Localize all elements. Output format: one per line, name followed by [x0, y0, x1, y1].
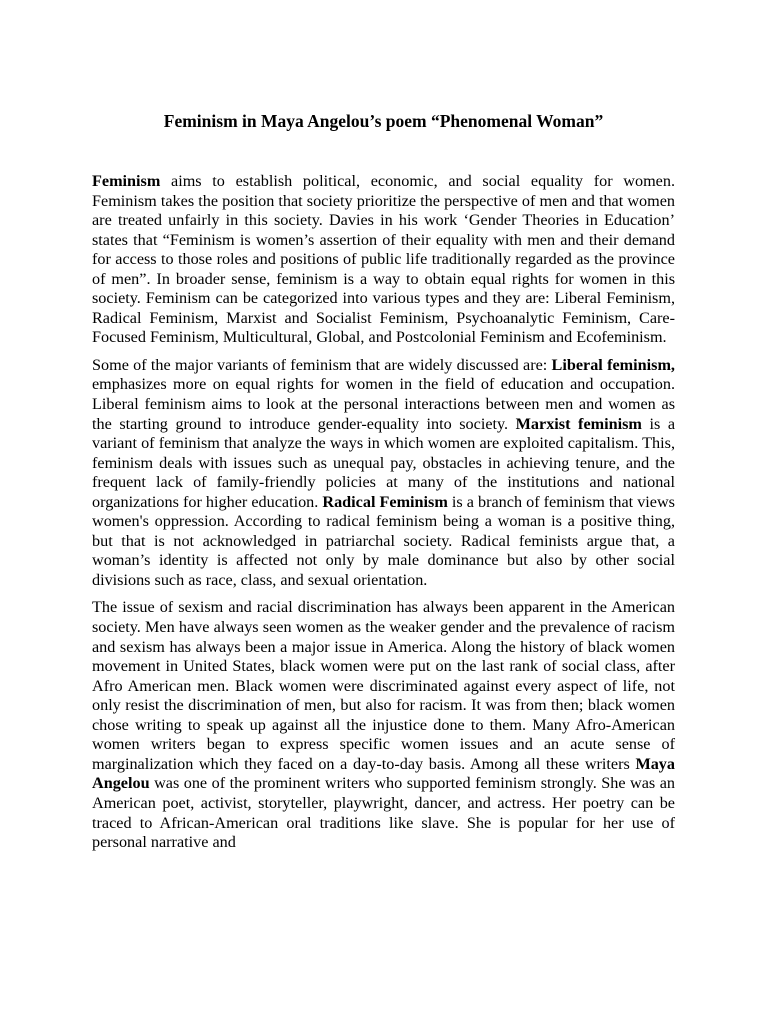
- term-radical-feminism: Radical Feminism: [322, 492, 448, 511]
- paragraph-text: was one of the prominent writers who supported feminism strongly. She was an American poet, activist, storyteller, playwright, dancer, and actress. Her poetry can be traced to African-American oral traditions like slave. She is popular for her use of personal narrative and: [92, 774, 675, 852]
- paragraph-text: is a branch of feminism that views women's oppression. According to radical feminism being a woman is a positive thing, but that is not acknowledged in patriarchal society. Radical feminists argue that, a woman’s identity is affected not only by male dominance but also by other social divisions such as race, class, and sexual orientation.: [92, 492, 675, 589]
- paragraph-text: emphasizes more on equal rights for women in the field of education and occupation. Liberal feminism aims to look at the personal interactions between men and women as the starting ground to introduce gender-equality into society.: [92, 375, 675, 433]
- paragraph-feminism-definition: [92, 172, 675, 348]
- paragraph-text: aims to establish political, economic, and social equality for women. Feminism takes the position that society prioritize the perspective of men and that women are treated unfairly in this society. Davies in his work ‘Gender Theories in Education’ states that “Feminism is women’s assertion of their equality with men and their demand for access to those roles and positions of public life traditionally regarded as the province of men”. In broader sense, feminism is a way to obtain equal rights for women in this society. Feminism can be categorized into various types and they are: Liberal Feminism, Radical Feminism, Marxist and Socialist Feminism, Psychoanalytic Feminism, Care-Focused Feminism, Multicultural, Global, and Postcolonial Feminism and Ecofeminism.: [92, 172, 675, 347]
- term-maya-angelou: Maya Angelou: [92, 754, 675, 793]
- document-page: [92, 110, 675, 861]
- paragraph-sexism-racism: [92, 598, 675, 852]
- term-marxist-feminism: Marxist feminism: [515, 414, 642, 433]
- document-title: Feminism in Maya Angelou’s poem “Phenomenal Woman”: [163, 111, 604, 131]
- paragraph-text: Some of the major variants of feminism that are widely discussed are:: [92, 355, 552, 374]
- term-liberal-feminism: Liberal feminism,: [551, 355, 675, 374]
- paragraph-text: is a variant of feminism that analyze the ways in which women are exploited capitalism. This, feminism deals with issues such as unequal pay, obstacles in achieving tenure, and the frequent lack of family-friendly policies at many of the institutions and national organizations for higher education.: [92, 414, 676, 511]
- paragraph-text: The issue of sexism and racial discrimination has always been apparent in the American society. Men have always seen women as the weaker gender and the prevalence of racism and sexism has always been a major issue in America. Along the history of black women movement in United States, black women were put on the last rank of social class, after Afro American men. Black women were discriminated against every aspect of life, not only resist the discrimination of men, but also for racism. It was from then; black women chose writing to speak up against all the injustice done to them. Many Afro-American women writers began to express specific women issues and an acute sense of marginalization which they faced on a day-to-day basis. Among all these writers: [92, 598, 675, 773]
- paragraph-feminism-variants: [92, 356, 675, 591]
- term-feminism: Feminism: [92, 172, 161, 190]
